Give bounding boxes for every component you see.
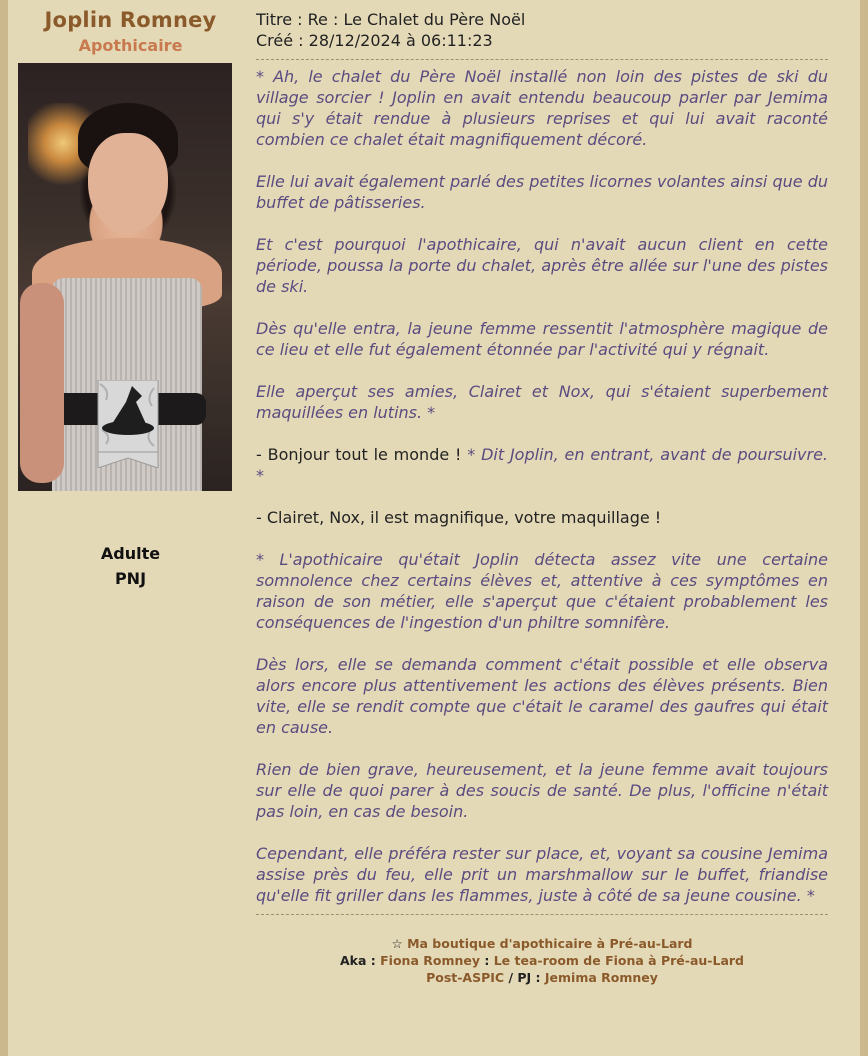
post-paragraph: Rien de bien grave, heureusement, et la jeune femme avait toujours sur elle de quoi parer à des soucis de santé. De plus, l'officine n'était pas loin, en cas de besoin. [256,760,828,821]
signature-divider [256,914,828,915]
author-name[interactable]: Joplin Romney [44,8,217,32]
signature [256,921,828,986]
witch-hat-badge-icon [96,380,160,468]
aka-separator: : [480,953,494,968]
dialogue-speech: - Bonjour tout le monde ! [256,445,462,464]
pj-link[interactable]: Jemima Romney [544,970,658,985]
post-title: Titre : Re : Le Chalet du Père Noël [256,10,526,29]
signature-line-status [256,969,828,986]
post-paragraph: Et c'est pourquoi l'apothicaire, qui n'avait aucun client en cette période, poussa la porte du chalet, après être allée sur l'une des pistes de ski. [256,235,828,296]
character-status [18,541,243,591]
divider [256,59,828,60]
dialogue-speech: - Clairet, Nox, il est magnifique, votre maquillage ! [256,508,662,527]
post-paragraph: Cependant, elle préféra rester sur place, et, voyant sa cousine Jemima assise près du feu, elle prit un marshmallow sur le buffet, friandise qu'elle fit griller dans les flammes, juste à côté de sa jeune cousine. * [256,844,828,905]
shop-link[interactable]: Ma boutique d'apothicaire à Pré-au-Lard [407,936,693,951]
aka-label: Aka : [340,953,376,968]
post-content-area [256,0,828,986]
status-link[interactable]: Post-ASPIC [426,970,505,985]
post-paragraph: Dès lors, elle se demanda comment c'était possible et elle observa alors encore plus attentivement les actions des élèves présents. Bien vite, elle se rendit compte que c'était le caramel des gaufres qui était en cause. [256,655,828,737]
post-date: Créé : 28/12/2024 à 06:11:23 [256,31,493,50]
post-meta [256,0,828,51]
age-group-label: Adulte [100,544,161,563]
tearoom-link[interactable]: Le tea-room de Fiona à Pré-au-Lard [493,953,744,968]
author-sidebar [18,0,243,591]
character-type-label: PNJ [114,569,147,588]
signature-line-shop [256,935,828,952]
post-paragraph-dialogue [256,507,828,528]
post-paragraph: Dès qu'elle entra, la jeune femme ressentit l'atmosphère magique de ce lieu et elle fut également étonnée par l'activité qui y régnait. [256,319,828,359]
avatar-arm [20,283,64,483]
aka-name-link[interactable]: Fiona Romney [380,953,481,968]
post-paragraph: Elle aperçut ses amies, Clairet et Nox, qui s'étaient superbement maquillées en lutins. * [256,382,828,422]
signature-line-aka [256,952,828,969]
author-rank: Apothicaire [78,36,183,55]
post-container [8,0,860,1056]
post-paragraph: * L'apothicaire qu'était Joplin détecta assez vite une certaine somnolence chez certains élèves et, attentive à ces symptômes en raison de son métier, elle s'aperçut que c'étaient probablement les conséquences de l'ingestion d'un philtre somnifère. [256,550,828,632]
post-paragraph: Elle lui avait également parlé des petites licornes volantes ainsi que du buffet de pâtisseries. [256,172,828,212]
star-icon: ☆ [391,936,403,951]
dialogue-narration: * Dit Joplin, en entrant, avant de poursuivre. * [256,445,828,485]
pj-label: PJ : [517,970,541,985]
post-paragraph: * Ah, le chalet du Père Noël installé non loin des pistes de ski du village sorcier ! Joplin en avait entendu beaucoup parler par Jemima qui s'y était rendue à plusieurs reprises et qui lui avait raconté combien ce chalet était magnifiquement décoré. [256,67,828,149]
avatar-face [88,133,168,233]
post-paragraph-dialogue [256,444,828,486]
post-body [256,66,828,906]
status-separator: / [504,970,518,985]
